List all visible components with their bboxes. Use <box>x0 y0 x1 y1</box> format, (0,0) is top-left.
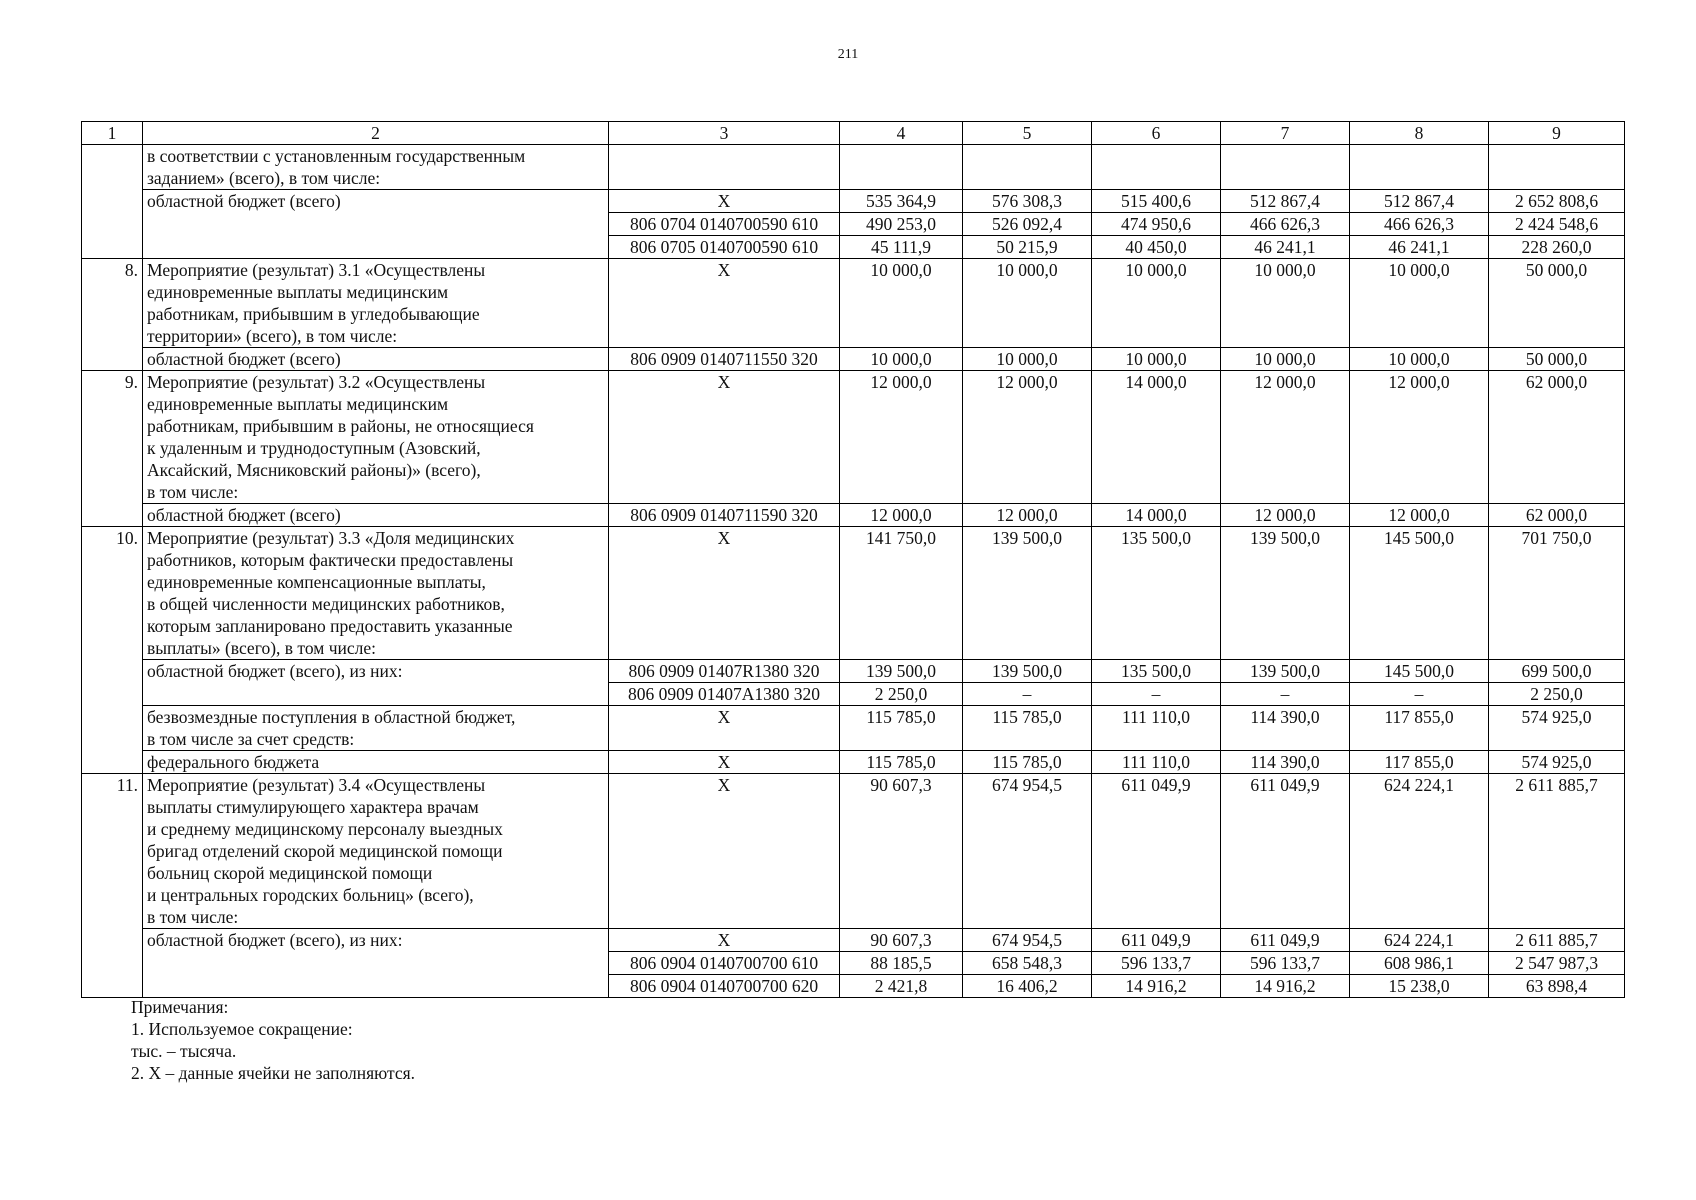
value-cell: – <box>1221 683 1350 706</box>
row-index: 9. <box>82 371 143 527</box>
header-cell: 3 <box>609 122 840 145</box>
value-cell: 139 500,0 <box>963 660 1092 683</box>
value-cell: 12 000,0 <box>963 504 1092 527</box>
row-description: областной бюджет (всего), из них: <box>143 929 609 998</box>
table-row <box>82 371 1625 504</box>
row-description: областной бюджет (всего) <box>143 190 609 259</box>
value-cell: 117 855,0 <box>1350 706 1489 751</box>
table-row <box>82 190 1625 213</box>
note-line: тыс. – тысяча. <box>131 1041 237 1061</box>
value-cell: 115 785,0 <box>840 751 963 774</box>
budget-code: 806 0909 0140711550 320 <box>609 348 840 371</box>
value-cell: 10 000,0 <box>963 259 1092 348</box>
budget-code: 806 0909 01407A1380 320 <box>609 683 840 706</box>
budget-code: X <box>609 751 840 774</box>
row-description: безвозмездные поступления в областной бюджет, в том числе за счет средств: <box>143 706 609 751</box>
value-cell: 63 898,4 <box>1489 975 1625 998</box>
value-cell: 515 400,6 <box>1092 190 1221 213</box>
value-cell: 512 867,4 <box>1221 190 1350 213</box>
row-index <box>82 145 143 259</box>
table-row <box>82 259 1625 348</box>
value-cell: 2 547 987,3 <box>1489 952 1625 975</box>
value-cell: 596 133,7 <box>1092 952 1221 975</box>
budget-code: 806 0904 0140700700 610 <box>609 952 840 975</box>
row-description: федерального бюджета <box>143 751 609 774</box>
budget-code: X <box>609 371 840 504</box>
header-cell: 7 <box>1221 122 1350 145</box>
value-cell: – <box>1350 683 1489 706</box>
value-cell: 14 916,2 <box>1092 975 1221 998</box>
value-cell: 2 250,0 <box>1489 683 1625 706</box>
row-description: областной бюджет (всего) <box>143 504 609 527</box>
row-description: Мероприятие (результат) 3.4 «Осуществлены выплаты стимулирующего характера врачам и среднему медицинскому персоналу выездных бригад отделений скорой медицинской помощи больниц скорой медицинской помощи и центральных городских больниц» (всего), в том числе: <box>143 774 609 929</box>
row-index: 11. <box>82 774 143 998</box>
value-cell: 50 215,9 <box>963 236 1092 259</box>
value-cell: 45 111,9 <box>840 236 963 259</box>
value-cell: 14 000,0 <box>1092 371 1221 504</box>
header-cell: 6 <box>1092 122 1221 145</box>
value-cell: 139 500,0 <box>840 660 963 683</box>
note-line: 1. Используемое сокращение: <box>131 1019 353 1039</box>
value-cell: – <box>1092 683 1221 706</box>
value-cell: 624 224,1 <box>1350 929 1489 952</box>
value-cell <box>840 145 963 190</box>
value-cell: 535 364,9 <box>840 190 963 213</box>
value-cell: 12 000,0 <box>840 504 963 527</box>
header-row <box>82 122 1625 145</box>
value-cell <box>963 145 1092 190</box>
value-cell: 139 500,0 <box>963 527 1092 660</box>
header-cell: 1 <box>82 122 143 145</box>
value-cell: 114 390,0 <box>1221 751 1350 774</box>
value-cell: 466 626,3 <box>1221 213 1350 236</box>
header-cell: 4 <box>840 122 963 145</box>
value-cell: – <box>963 683 1092 706</box>
notes-section <box>131 996 415 1084</box>
note-line: 2. X – данные ячейки не заполняются. <box>131 1063 416 1083</box>
value-cell: 2 421,8 <box>840 975 963 998</box>
budget-code: X <box>609 527 840 660</box>
table-row <box>82 929 1625 952</box>
value-cell: 10 000,0 <box>840 259 963 348</box>
value-cell: 114 390,0 <box>1221 706 1350 751</box>
value-cell: 10 000,0 <box>1350 259 1489 348</box>
value-cell: 135 500,0 <box>1092 527 1221 660</box>
value-cell: 139 500,0 <box>1221 527 1350 660</box>
budget-code: 806 0909 01407R1380 320 <box>609 660 840 683</box>
value-cell: 46 241,1 <box>1350 236 1489 259</box>
row-description: областной бюджет (всего), из них: <box>143 660 609 706</box>
value-cell: 608 986,1 <box>1350 952 1489 975</box>
value-cell <box>1221 145 1350 190</box>
value-cell: 145 500,0 <box>1350 527 1489 660</box>
value-cell: 10 000,0 <box>1092 259 1221 348</box>
value-cell: 699 500,0 <box>1489 660 1625 683</box>
value-cell: 46 241,1 <box>1221 236 1350 259</box>
table-row <box>82 706 1625 751</box>
value-cell: 16 406,2 <box>963 975 1092 998</box>
value-cell: 2 611 885,7 <box>1489 774 1625 929</box>
budget-code: 806 0904 0140700700 620 <box>609 975 840 998</box>
budget-code: 806 0705 0140700590 610 <box>609 236 840 259</box>
value-cell: 10 000,0 <box>1350 348 1489 371</box>
value-cell: 490 253,0 <box>840 213 963 236</box>
value-cell: 14 916,2 <box>1221 975 1350 998</box>
value-cell: 12 000,0 <box>963 371 1092 504</box>
value-cell: 50 000,0 <box>1489 348 1625 371</box>
budget-code: X <box>609 774 840 929</box>
value-cell: 12 000,0 <box>1350 371 1489 504</box>
value-cell: 141 750,0 <box>840 527 963 660</box>
value-cell: 139 500,0 <box>1221 660 1350 683</box>
budget-code: 806 0909 0140711590 320 <box>609 504 840 527</box>
table-row <box>82 527 1625 660</box>
header-cell: 8 <box>1350 122 1489 145</box>
value-cell: 574 925,0 <box>1489 751 1625 774</box>
budget-code <box>609 145 840 190</box>
value-cell <box>1489 145 1625 190</box>
value-cell: 611 049,9 <box>1221 929 1350 952</box>
value-cell: 611 049,9 <box>1092 929 1221 952</box>
value-cell: 674 954,5 <box>963 929 1092 952</box>
value-cell <box>1092 145 1221 190</box>
row-description: Мероприятие (результат) 3.1 «Осуществлены единовременные выплаты медицинским работникам, прибывшим в угледобывающие территории» (всего), в том числе: <box>143 259 609 348</box>
value-cell: 50 000,0 <box>1489 259 1625 348</box>
value-cell: 10 000,0 <box>963 348 1092 371</box>
value-cell: 576 308,3 <box>963 190 1092 213</box>
budget-code: 806 0704 0140700590 610 <box>609 213 840 236</box>
budget-table <box>81 121 1625 998</box>
value-cell: 115 785,0 <box>963 751 1092 774</box>
value-cell: 526 092,4 <box>963 213 1092 236</box>
value-cell: 90 607,3 <box>840 774 963 929</box>
value-cell: 611 049,9 <box>1092 774 1221 929</box>
table-row <box>82 504 1625 527</box>
value-cell: 145 500,0 <box>1350 660 1489 683</box>
value-cell: 2 250,0 <box>840 683 963 706</box>
value-cell: 135 500,0 <box>1092 660 1221 683</box>
header-cell: 2 <box>143 122 609 145</box>
row-index: 10. <box>82 527 143 774</box>
value-cell: 62 000,0 <box>1489 504 1625 527</box>
value-cell: 117 855,0 <box>1350 751 1489 774</box>
row-description: Мероприятие (результат) 3.2 «Осуществлены единовременные выплаты медицинским работникам, прибывшим в районы, не относящиеся к удаленным и труднодоступным (Азовский, Аксайский, Мясниковский районы)» (всего), в том числе: <box>143 371 609 504</box>
row-description: Мероприятие (результат) 3.3 «Доля медицинских работников, которым фактически предоставлены единовременные компенсационные выплаты, в общей численности медицинских работников, которым запланировано предоставить указанные выплаты» (всего), в том числе: <box>143 527 609 660</box>
value-cell: 12 000,0 <box>1350 504 1489 527</box>
table-row <box>82 348 1625 371</box>
table-row <box>82 774 1625 929</box>
header-cell: 9 <box>1489 122 1625 145</box>
budget-code: X <box>609 929 840 952</box>
value-cell: 88 185,5 <box>840 952 963 975</box>
value-cell: 15 238,0 <box>1350 975 1489 998</box>
value-cell: 2 652 808,6 <box>1489 190 1625 213</box>
value-cell: 674 954,5 <box>963 774 1092 929</box>
notes-title: Примечания: <box>131 997 229 1017</box>
row-description: областной бюджет (всего) <box>143 348 609 371</box>
row-description: в соответствии с установленным государственным заданием» (всего), в том числе: <box>143 145 609 190</box>
value-cell: 10 000,0 <box>840 348 963 371</box>
budget-code: X <box>609 706 840 751</box>
value-cell: 2 611 885,7 <box>1489 929 1625 952</box>
value-cell: 512 867,4 <box>1350 190 1489 213</box>
value-cell: 115 785,0 <box>840 706 963 751</box>
value-cell: 111 110,0 <box>1092 706 1221 751</box>
value-cell: 10 000,0 <box>1092 348 1221 371</box>
value-cell: 111 110,0 <box>1092 751 1221 774</box>
value-cell: 701 750,0 <box>1489 527 1625 660</box>
value-cell: 40 450,0 <box>1092 236 1221 259</box>
table-row <box>82 660 1625 683</box>
budget-code: X <box>609 190 840 213</box>
value-cell: 10 000,0 <box>1221 348 1350 371</box>
value-cell: 12 000,0 <box>1221 504 1350 527</box>
row-index: 8. <box>82 259 143 371</box>
value-cell: 14 000,0 <box>1092 504 1221 527</box>
value-cell: 12 000,0 <box>840 371 963 504</box>
value-cell: 574 925,0 <box>1489 706 1625 751</box>
value-cell: 115 785,0 <box>963 706 1092 751</box>
value-cell: 658 548,3 <box>963 952 1092 975</box>
value-cell: 62 000,0 <box>1489 371 1625 504</box>
table-row <box>82 751 1625 774</box>
value-cell: 228 260,0 <box>1489 236 1625 259</box>
table-row <box>82 145 1625 190</box>
value-cell: 90 607,3 <box>840 929 963 952</box>
value-cell: 611 049,9 <box>1221 774 1350 929</box>
value-cell: 10 000,0 <box>1221 259 1350 348</box>
header-cell: 5 <box>963 122 1092 145</box>
value-cell: 466 626,3 <box>1350 213 1489 236</box>
budget-code: X <box>609 259 840 348</box>
value-cell: 596 133,7 <box>1221 952 1350 975</box>
value-cell: 12 000,0 <box>1221 371 1350 504</box>
value-cell: 624 224,1 <box>1350 774 1489 929</box>
value-cell: 2 424 548,6 <box>1489 213 1625 236</box>
value-cell <box>1350 145 1489 190</box>
page-number: 211 <box>837 47 859 62</box>
value-cell: 474 950,6 <box>1092 213 1221 236</box>
